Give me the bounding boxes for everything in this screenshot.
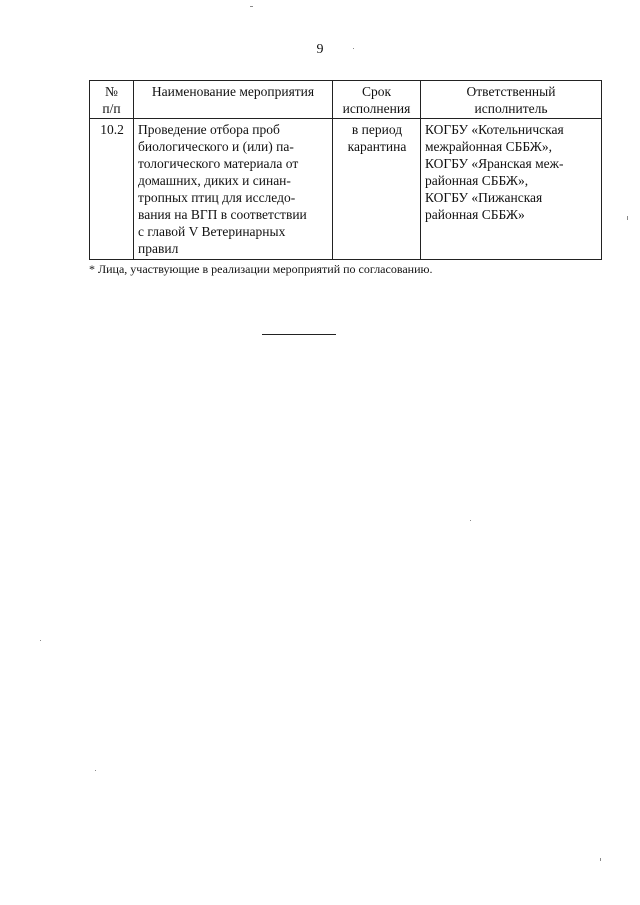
activity-name-line-5: тропных птиц для исследо-: [138, 190, 296, 205]
header-activity-name-line-1: Наименование мероприятия: [151, 84, 315, 99]
term-line-2: карантина: [347, 139, 407, 154]
header-activity-name: [134, 81, 333, 119]
header-responsible-line-1: Ответственный: [466, 84, 556, 99]
activities-table: [89, 80, 602, 260]
activity-name-line-8: правил: [138, 241, 179, 256]
row-activity-name: [134, 119, 333, 260]
scan-speck: [40, 640, 41, 641]
responsible-line-3: КОГБУ «Яранская меж-: [425, 156, 564, 171]
responsible-line-2: межрайонная СББЖ»,: [425, 139, 552, 154]
scan-speck: [95, 770, 96, 771]
scan-speck: [470, 520, 471, 521]
activity-name-line-2: биологического и (или) па-: [138, 139, 294, 154]
header-responsible-line-2: исполнитель: [474, 101, 548, 116]
separator-line: [262, 334, 336, 335]
activity-name-line-6: вания на ВГП в соответствии: [138, 207, 307, 222]
scan-speck: [250, 6, 253, 7]
responsible-line-1: КОГБУ «Котельничская: [425, 122, 564, 137]
activity-name-line-7: с главой V Ветеринарных: [138, 224, 286, 239]
responsible-line-4: районная СББЖ»,: [425, 173, 529, 188]
term-line-1: в период: [351, 122, 403, 137]
activity-name-line-1: Проведение отбора проб: [138, 122, 280, 137]
header-number-line-1: №: [105, 84, 118, 99]
header-responsible: [421, 81, 602, 119]
activity-name-line-3: тологического материала от: [138, 156, 299, 171]
row-responsible: [421, 119, 602, 260]
page-number: 9: [316, 42, 324, 57]
header-term-line-1: Срок: [361, 84, 392, 99]
scan-speck: [353, 48, 354, 49]
header-number-line-2: п/п: [102, 101, 121, 116]
header-number: [90, 81, 134, 119]
row-number: 10.2: [90, 119, 134, 260]
scan-speck: [600, 858, 601, 861]
header-term: [333, 81, 421, 119]
header-term-line-2: исполнения: [342, 101, 411, 116]
scan-speck: [627, 216, 628, 220]
table-header-row: [90, 81, 602, 119]
row-term: [333, 119, 421, 260]
table-row: [90, 119, 602, 260]
responsible-line-6: районная СББЖ»: [425, 207, 525, 222]
table-header: [90, 81, 602, 119]
responsible-line-5: КОГБУ «Пижанская: [425, 190, 543, 205]
footnote: * Лица, участвующие в реализации мероприятий по согласованию.: [89, 262, 433, 276]
activity-name-line-4: домашних, диких и синан-: [138, 173, 291, 188]
